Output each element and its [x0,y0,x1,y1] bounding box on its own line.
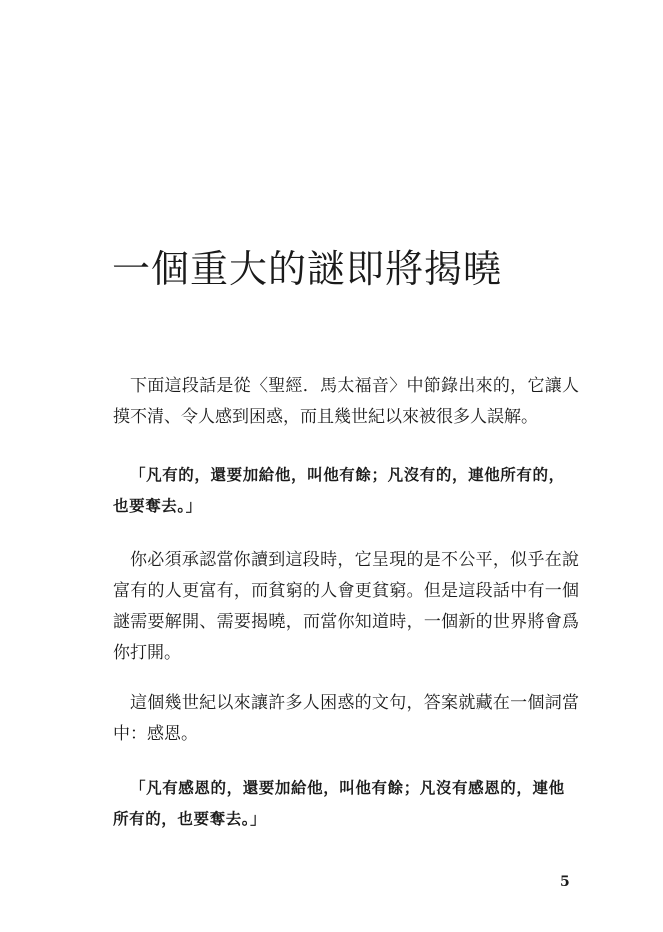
chapter-title: 一個重大的謎即將揭曉 [112,247,503,291]
scripture-quote-2: 「凡有感恩的，還要加給他，叫他有餘；凡沒有感恩的，連他所有的，也要奪去。」 [113,779,565,828]
body-paragraph-3: 這個幾世紀以來讓許多人困惑的文句，答案就藏在一個詞當中：感恩。 [113,693,579,744]
body-paragraph-2: 你必須承認當你讀到這段時，它呈現的是不公平，似乎在說富有的人更富有，而貧窮的人會更貧窮。但是這段話中有一個謎需要解開、需要揭曉，而當你知道時，一個新的世界將會爲你打開。 [113,550,579,663]
page-number: 5 [560,874,570,890]
scripture-quote-1: 「凡有的，還要加給他，叫他有餘；凡沒有的，連他所有的，也要奪去。」 [113,466,565,515]
body-paragraph-1: 下面這段話是從〈聖經．馬太福音〉中節錄出來的，它讓人摸不清、令人感到困惑，而且幾世紀以來被很多人誤解。 [113,376,579,427]
